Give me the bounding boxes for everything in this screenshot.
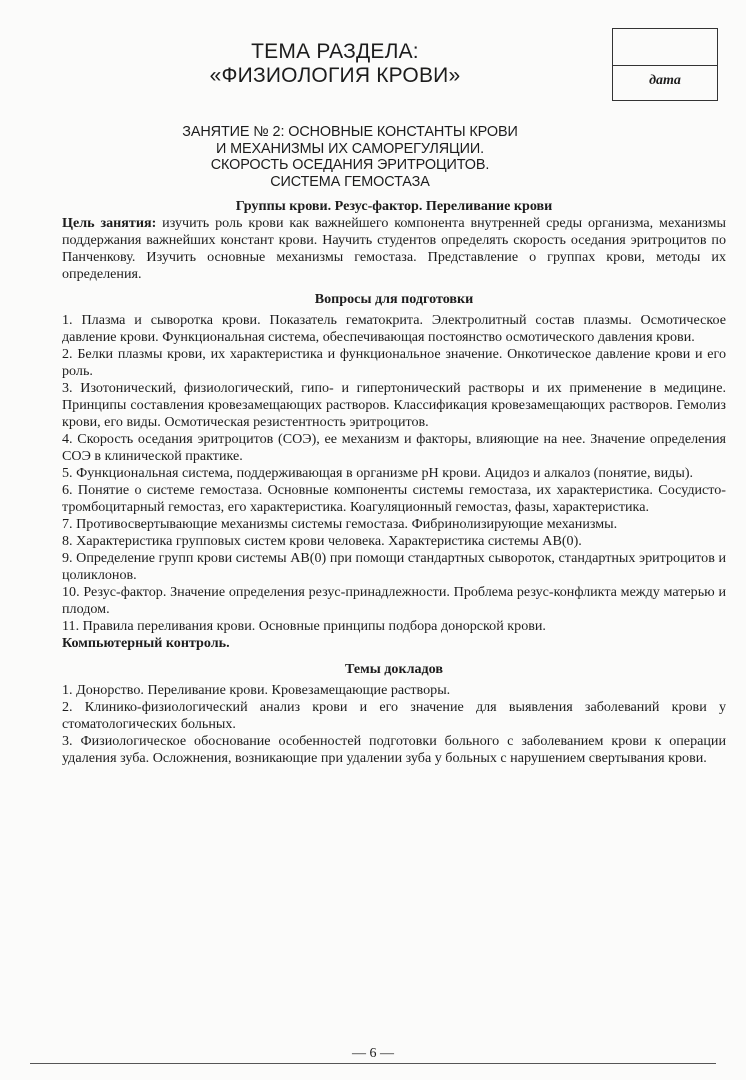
date-box [612, 28, 718, 101]
report-item: 1. Донорство. Переливание крови. Кровезамещающие растворы. [62, 682, 451, 698]
goal-text: изучить роль крови как важнейшего компонента внутренней среды организма, механизмы поддержания важнейших констант крови. Научить студентов определять скорость оседания эритроцитов по Панченкову. Изучить основные механизмы гемостаза. Представление о группах крови, методы их определения. [62, 215, 727, 282]
question-item: 3. Изотонический, физиологический, гипо- и гипертонический растворы и их применение в медицине. Принципы составления кровезамещающих растворов. Классификация кровезамещающих растворов. Гемолиз крови, его виды. Осмотическая резистентность эритроцитов. [62, 380, 726, 430]
question-item: 1. Плазма и сыворотка крови. Показатель гематокрита. Электролитный состав плазмы. Осмотическое давление крови. Функциональная система, обеспечивающая постоянство осмотического давления крови. [62, 312, 726, 345]
question-item: 8. Характеристика групповых систем крови человека. Характеристика системы АВ(0). [62, 533, 582, 549]
question-item: 9. Определение групп крови системы АВ(0) при помощи стандартных сывороток, стандартных эритроцитов и цоликлонов. [62, 550, 726, 583]
lesson-title [140, 124, 560, 190]
goal-label: Цель занятия: [62, 215, 157, 231]
date-box-divider [613, 65, 717, 66]
questions-heading: Вопросы для подготовки [314, 291, 474, 307]
lesson-title-line: СИСТЕМА ГЕМОСТАЗА [270, 173, 430, 190]
section-title [185, 40, 485, 88]
question-item: 6. Понятие о системе гемостаза. Основные компоненты системы гемостаза, их характеристика. Сосудисто-тромбоцитарный гемостаз, его характеристика. Коагуляционный гемостаз, фазы, характеристика. [62, 482, 726, 515]
report-item: 2. Клинико-физиологический анализ крови и его значение для выявления заболеваний крови у стоматологических больных. [62, 699, 726, 732]
question-item: 10. Резус-фактор. Значение определения резус-принадлежности. Проблема резус-конфликта между матерью и плодом. [62, 584, 726, 617]
section-title-line: «ФИЗИОЛОГИЯ КРОВИ» [209, 64, 461, 87]
date-label: дата [649, 73, 681, 88]
question-item: 4. Скорость оседания эритроцитов (СОЭ), ее механизм и факторы, влияющие на нее. Значение определения СОЭ в клинической практике. [62, 431, 726, 464]
lesson-title-line: СКОРОСТЬ ОСЕДАНИЯ ЭРИТРОЦИТОВ. [210, 157, 490, 173]
question-item: 11. Правила переливания крови. Основные принципы подбора донорской крови. [62, 618, 546, 634]
lesson-subtitle: Группы крови. Резус-фактор. Переливание крови [235, 198, 553, 214]
computer-control: Компьютерный контроль. [62, 635, 230, 651]
page-number: — 6 — [352, 1046, 394, 1061]
lesson-title-line: ЗАНЯТИЕ № 2: ОСНОВНЫЕ КОНСТАНТЫ КРОВИ [182, 124, 518, 140]
lesson-title-line: И МЕХАНИЗМЫ ИХ САМОРЕГУЛЯЦИИ. [216, 140, 484, 157]
section-title-line: ТЕМА РАЗДЕЛА: [251, 40, 419, 63]
reports-heading: Темы докладов [345, 661, 443, 677]
question-item: 2. Белки плазмы крови, их характеристика и функциональное значение. Онкотическое давление крови и его роль. [62, 346, 726, 379]
report-item: 3. Физиологическое обоснование особенностей подготовки больного с заболеванием крови к операции удаления зуба. Осложнения, возникающие при удалении зуба у больных с нарушением свертывания крови. [62, 733, 726, 766]
question-item: 7. Противосвертывающие механизмы системы гемостаза. Фибринолизирующие механизмы. [62, 516, 618, 532]
lesson-goal [62, 215, 726, 283]
main-content [62, 198, 726, 767]
footer-rule [30, 1063, 716, 1064]
question-item: 5. Функциональная система, поддерживающая в организме pH крови. Ацидоз и алкалоз (понятие, виды). [62, 465, 694, 481]
